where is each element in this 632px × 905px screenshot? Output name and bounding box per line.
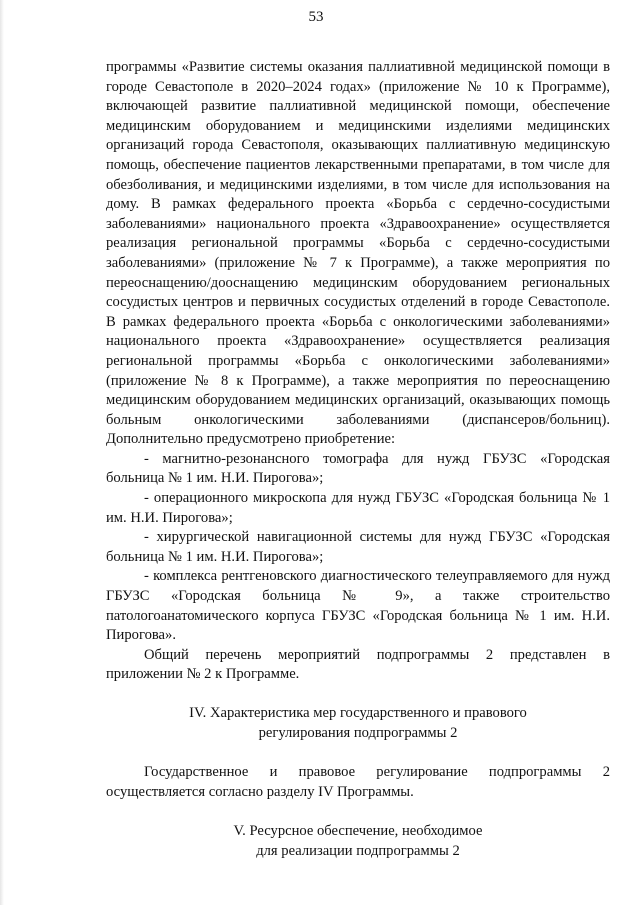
section-5-heading-line-2: для реализации подпрограммы 2: [256, 842, 460, 859]
section-5-heading-line-1: V. Ресурсное обеспечение, необходимое: [233, 823, 483, 840]
section-4-paragraph: Государственное и правовое регулирование подпрограммы 2 осуществляется согласно разделу IV Программы.: [106, 764, 610, 800]
section-5-heading: [106, 822, 610, 861]
body-paragraph-1: программы «Развитие системы оказания паллиативной медицинской помощи в городе Севастополе в 2020–2024 годах» (приложение № 10 к Программе), включающей развитие паллиативной медицинской помощи, обеспечение медицинским оборудованием и медицинскими изделиями медицинских организаций города Севастополя, оказывающих паллиативную медицинскую помощь, обеспечение пациентов лекарственными препаратами, в том числе для обезболивания, и медицинскими изделиями, в том числе для использования на дому. В рамках федерального проекта «Борьба с сердечно-сосудистыми заболеваниями» национального проекта «Здравоохранение» осуществляется реализация региональной программы «Борьба с сердечно-сосудистыми заболеваниями» (приложение № 7 к Программе), а также мероприятия по переоснащению/дооснащению медицинским оборудованием региональных сосудистых центров и первичных сосудистых отделений в городе Севастополе. В рамках федерального проекта «Борьба с онкологическими заболеваниями» национального проекта «Здравоохранение» осуществляется реализация региональной программы «Борьба с онкологическими заболеваниями» (приложение № 8 к Программе), а также мероприятия по переоснащению медицинским оборудованием медицинских организаций, оказывающих помощь больным онкологическими заболеваниями (диспансеров/больниц). Дополнительно предусмотрено приобретение:: [106, 59, 610, 448]
section-4-heading-line-2: регулирования подпрограммы 2: [258, 724, 458, 741]
list-item-mri: - магнитно-резонансного томографа для нужд ГБУЗС «Городская больница № 1 им. Н.И. Пирогова»;: [106, 450, 610, 487]
section-4-heading-line-1: IV. Характеристика мер государственного и правового: [189, 705, 527, 721]
section-4-heading: [106, 704, 610, 743]
list-item-microscope: - операционного микроскопа для нужд ГБУЗС «Городская больница № 1 им. Н.И. Пирогова»;: [106, 490, 610, 526]
body-paragraph-2: Общий перечень мероприятий подпрограммы 2 представлен в приложении № 2 к Программе.: [106, 646, 610, 683]
scan-edge-shadow: [0, 0, 4, 905]
list-item-xray-complex: - комплекса рентгеновского диагностического телеуправляемого для нужд ГБУЗС «Городская больница № 9», а также строительство патологоанатомического корпуса ГБУЗС «Городская больница № 1 им. Н.И. Пирогова».: [106, 568, 610, 644]
list-item-navigation-system: - хирургической навигационной системы для нужд ГБУЗС «Городская больница № 1 им. Н.И. Пирогова»;: [106, 529, 610, 565]
equipment-list: [106, 450, 610, 646]
page-number: 53: [308, 9, 324, 25]
document-body: [106, 58, 610, 862]
